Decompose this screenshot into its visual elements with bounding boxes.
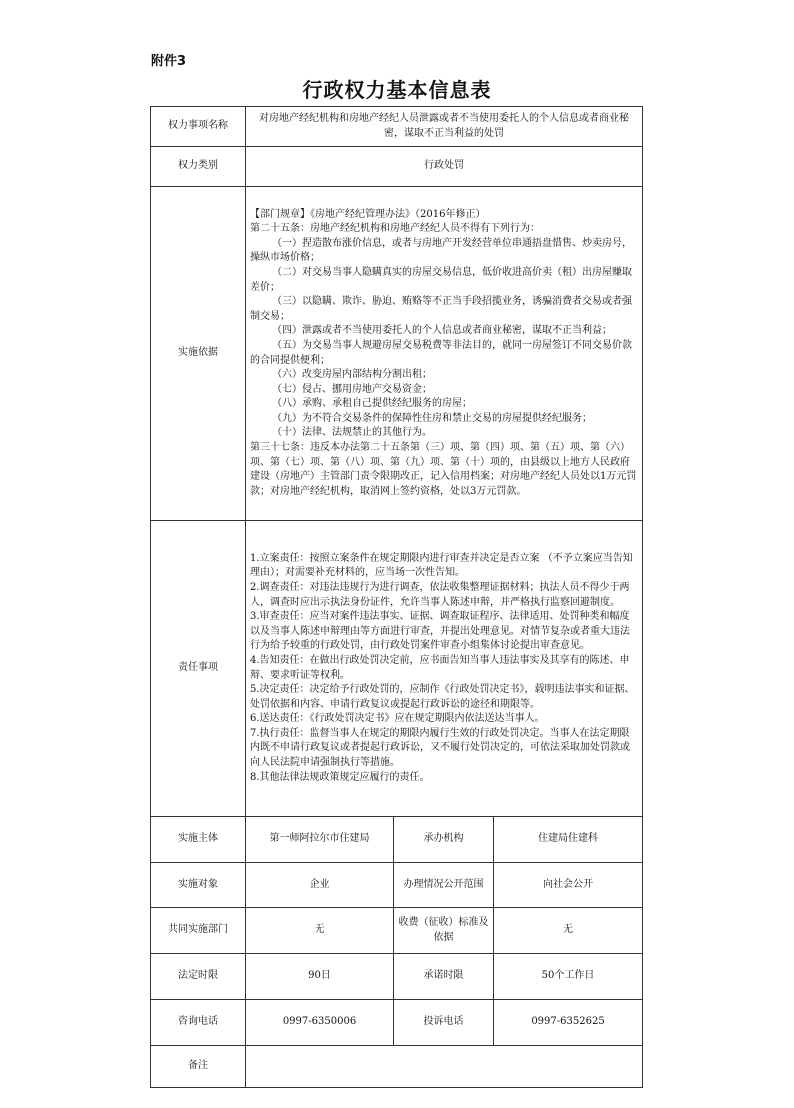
value-disclosure-scope: 向社会公开 [494, 863, 643, 908]
label-subject: 实施主体 [151, 817, 246, 863]
value-remarks [246, 1046, 643, 1088]
page-title: 行政权力基本信息表 [302, 78, 492, 102]
label-remarks: 备注 [151, 1046, 246, 1088]
row-basis [151, 187, 643, 521]
responsibility-line: 3.审查责任：应当对案件违法事实、证据、调查取证程序、法律适用、处罚种类和幅度以及当事人陈述申辩理由等方面进行审查，并提出处理意见。对情节复杂或者重大违法行为给予较重的行政处罚，由行政处罚案件审查小组集体讨论提出审查意见。 [250, 611, 630, 652]
label-legal-limit: 法定时限 [151, 954, 246, 1000]
responsibility-line: 8.其他法律法规政策规定应履行的责任。 [250, 771, 430, 783]
value-fee-standard: 无 [494, 908, 643, 954]
responsibility-line: 4.告知责任：在做出行政处罚决定前，应书面告知当事人违法事实及其享有的陈述、申辩、要求听证等权利。 [250, 654, 630, 681]
row-time-limit [151, 954, 643, 1000]
value-promised-limit: 50个工作日 [494, 954, 643, 1000]
basis-line: 第三十七条：违反本办法第二十五条第（三）项、第（四）项、第（五）项、第（六）项、第（七）项、第（八）项、第（九）项、第（十）项的，由县级以上地方人民政府建设（房地产）主管部门责令限期改正，记入信用档案；对房地产经纪人员处以1万元罚款；对房地产经纪机构，取消网上签约资格，处以3万元罚款。 [250, 442, 637, 497]
responsibility-line: 6.送达责任：《行政处罚决定书》应在规定期限内依法送达当事人。 [250, 713, 545, 725]
value-handling-org: 住建局住建科 [494, 817, 643, 863]
basis-line: （六）改变房屋内部结构分割出租； [272, 369, 432, 381]
value-category: 行政处罚 [246, 147, 643, 187]
value-item-name: 对房地产经纪机构和房地产经纪人员泄露或者不当使用委托人的个人信息或者商业秘密，谋取不正当利益的处罚 [246, 107, 643, 147]
label-consult-phone: 咨询电话 [151, 1000, 246, 1046]
value-responsibility [246, 521, 643, 817]
row-category [151, 147, 643, 187]
basis-line: 【部门规章】《房地产经纪管理办法》（2016年修正） [250, 208, 486, 220]
row-item-name [151, 107, 643, 147]
responsibility-line: 7.执行责任：监督当事人在规定的期限内履行生效的行政处罚决定。当事人在法定期限内既不申请行政复议或者提起行政诉讼，又不履行处罚决定的，可依法采取加处罚款或向人民法院申请强制执行等措施。 [250, 727, 630, 769]
basis-line: （七）侵占、挪用房地产交易资金； [272, 383, 432, 395]
value-joint-dept: 无 [246, 908, 394, 954]
value-complaint-phone: 0997-6352625 [494, 1000, 643, 1046]
basis-line: （二）对交易当事人隐瞒真实的房屋交易信息，低价收进高价卖（租）出房屋赚取差价； [250, 266, 632, 293]
label-category: 权力类别 [151, 147, 246, 187]
value-basis [246, 187, 643, 521]
label-basis: 实施依据 [151, 187, 246, 521]
label-promised-limit: 承诺时限 [394, 954, 494, 1000]
label-responsibility: 责任事项 [151, 521, 246, 817]
label-complaint-phone: 投诉电话 [394, 1000, 494, 1046]
label-target: 实施对象 [151, 863, 246, 908]
label-handling-org: 承办机构 [394, 817, 494, 863]
value-target: 企业 [246, 863, 394, 908]
label-fee-standard: 收费（征收）标准及依据 [394, 908, 494, 954]
basis-line: （一）捏造散布涨价信息，或者与房地产开发经营单位串通捂盘惜售、炒卖房号，操纵市场价格； [250, 237, 632, 264]
responsibility-line: 5.决定责任：决定给予行政处罚的，应制作《行政处罚决定书》，载明违法事实和证据、处罚依据和内容、申请行政复议或提起行政诉讼的途径和期限等。 [250, 684, 635, 710]
row-phone [151, 1000, 643, 1046]
basis-line: 第二十五条：房地产经纪机构和房地产经纪人员不得有下列行为： [250, 223, 540, 235]
label-item-name: 权力事项名称 [151, 107, 246, 147]
responsibility-line: 2.调查责任：对违法违规行为进行调查，依法收集整理证据材料；执法人员不得少于两人，调查时应出示执法身份证件，允许当事人陈述申辩，并严格执行监察回避制度。 [250, 581, 630, 608]
row-remarks [151, 1046, 643, 1088]
basis-line: （五）为交易当事人规避房屋交易税费等非法目的，就同一房屋签订不同交易价款的合同提供便利； [250, 339, 632, 366]
info-table [150, 106, 643, 1088]
label-disclosure-scope: 办理情况公开范围 [394, 863, 494, 908]
responsibility-line: 1.立案责任：按照立案条件在规定期限内进行审查并决定是否立案 （不予立案应当告知理由）；对需要补充材料的，应当场一次性告知。 [250, 552, 633, 579]
row-subject [151, 817, 643, 863]
basis-line: （四）泄露或者不当使用委托人的个人信息或者商业秘密，谋取不正当利益； [272, 325, 612, 337]
basis-line: （三）以隐瞒、欺诈、胁迫、贿赂等不正当手段招揽业务，诱骗消费者交易或者强制交易； [250, 296, 632, 322]
attachment-label: 附件3 [151, 54, 187, 69]
value-legal-limit: 90日 [246, 954, 394, 1000]
value-consult-phone: 0997-6350006 [246, 1000, 394, 1046]
row-responsibility [151, 521, 643, 817]
basis-line: （八）承购、承租自己提供经纪服务的房屋； [272, 398, 472, 410]
basis-line: （十）法律、法规禁止的其他行为。 [272, 427, 432, 439]
row-joint-dept [151, 908, 643, 954]
label-joint-dept: 共同实施部门 [151, 908, 246, 954]
basis-line: （九）为不符合交易条件的保障性住房和禁止交易的房屋提供经纪服务； [272, 412, 592, 424]
row-target [151, 863, 643, 908]
value-subject: 第一师阿拉尔市住建局 [246, 817, 394, 863]
